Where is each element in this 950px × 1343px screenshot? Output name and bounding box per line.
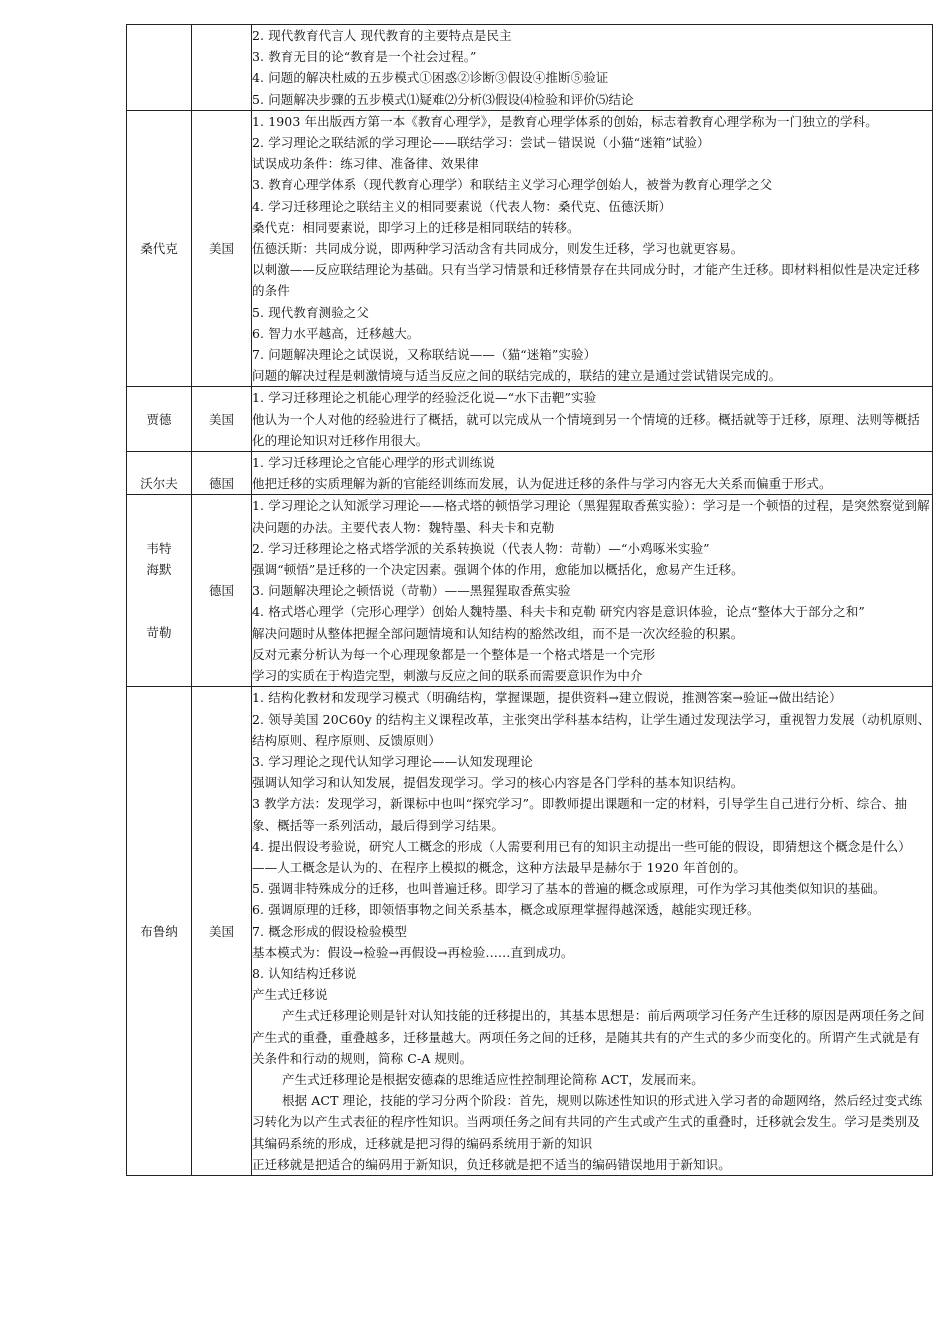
person-name: 韦特 — [146, 541, 172, 557]
content-line: 2. 现代教育代言人 现代教育的主要特点是民主 — [252, 28, 512, 43]
content-line: 问题的解决过程是刺激情境与适当反应之间的联结完成的，联结的建立是通过尝试错误完成的。 — [252, 368, 782, 384]
person-name: 贾德 — [127, 387, 192, 452]
content-line: 基本模式为：假设→检验→再假设→再检验……直到成功。 — [252, 944, 574, 960]
content-line: 6. 强调原理的迁移，即领悟事物之间关系基本，概念或原理掌握得越深透，越能实现迁移。 — [252, 902, 760, 918]
content-line: 2. 学习理论之联结派的学习理论——联结学习：尝试－错误说（小猫“迷箱”试验） — [252, 135, 710, 151]
content-line: 强调认知学习和认知发展，提倡发现学习。学习的核心内容是各门学科的基本知识结构。 — [252, 775, 744, 791]
person-name: 桑代克 — [127, 110, 192, 387]
content-cell — [252, 452, 933, 495]
table-row-thorndike — [127, 110, 933, 387]
content-paragraph: 产生式迁移理论是根据安德森的思维适应性控制理论简称 ACT，发展而来。 — [282, 1071, 704, 1087]
content-line: 桑代克：相同要素说，即学习上的迁移是相同联结的转移。 — [252, 219, 580, 235]
content-line: 他认为一个人对他的经验进行了概括，就可以完成从一个情境到另一个情境的迁移。概括就等于迁移，原理、法则等概括化的理论知识对迁移作用很大。 — [252, 411, 920, 448]
country-name: 美国 — [192, 387, 252, 452]
country-cell — [192, 25, 252, 111]
content-line: 强调“顿悟”是迁移的一个决定因素。强调个体的作用，愈能加以概括化，愈易产生迁移。 — [252, 562, 744, 578]
content-line: 以刺激——反应联结理论为基础。只有当学习情景和迁移情景存在共同成分时，才能产生迁移。即材料相似性是决定迁移的条件 — [252, 262, 920, 299]
table-row-gestalt — [127, 495, 933, 687]
person-cell — [127, 25, 192, 111]
content-line: 1. 学习迁移理论之机能心理学的经验泛化说—“水下击靶”实验 — [252, 390, 597, 406]
country-name: 德国 — [192, 495, 252, 687]
content-line: 3. 学习理论之现代认知学习理论——认知发现理论 — [252, 753, 533, 769]
content-line: 6. 智力水平越高，迁移越大。 — [252, 325, 420, 341]
content-cell — [252, 687, 933, 1176]
content-line: 3 教学方法：发现学习，新课标中也叫“探究学习”。即教师提出课题和一定的材料，引导学生自己进行分析、综合、抽象、概括等一系列活动，最后得到学习结果。 — [252, 796, 908, 833]
content-line: 1. 学习理论之认知派学习理论——格式塔的顿悟学习理论（黑猩猩取香蕉实验）：学习是一个顿悟的过程，是突然察觉到解决问题的办法。主要代表人物：魏特墨、科夫卡和克勒 — [252, 498, 930, 535]
spacer — [127, 580, 191, 622]
country-name: 德国 — [192, 452, 252, 495]
content-line: 5. 现代教育测验之父 — [252, 304, 369, 320]
content-line: 试误成功条件：练习律、准备律、效果律 — [252, 156, 479, 172]
country-name: 美国 — [192, 687, 252, 1176]
content-line: 1. 1903 年出版西方第一本《教育心理学》，是教育心理学体系的创始，标志着教育心理学称为一门独立的学科。 — [252, 113, 878, 129]
content-line: 4. 格式塔心理学（完形心理学）创始人魏特墨、科夫卡和克勒 研究内容是意识体验，论点“整体大于部分之和” — [252, 604, 865, 620]
content-table — [126, 24, 933, 1176]
content-line: 1. 学习迁移理论之官能心理学的形式训练说 — [252, 455, 496, 471]
content-cell — [252, 110, 933, 387]
table-row-wolff — [127, 452, 933, 495]
content-line: 3. 教育心理学体系（现代教育心理学）和联结主义学习心理学创始人，被誉为教育心理学之父 — [252, 177, 773, 193]
content-line: 伍德沃斯：共同成分说，即两种学习活动含有共同成分，则发生迁移，学习也就更容易。 — [252, 241, 744, 257]
content-line: 解决问题时从整体把握全部问题情境和认知结构的豁然改组，而不是一次次经验的积累。 — [252, 625, 744, 641]
content-line: 8. 认知结构迁移说 — [252, 965, 357, 981]
table-row-bruner — [127, 687, 933, 1176]
content-line: 反对元素分析认为每一个心理现象都是一个整体是一个格式塔是一个完形 — [252, 646, 656, 662]
content-line: 学习的实质在于构造完型，刺激与反应之间的联系而需要意识作为中介 — [252, 668, 643, 684]
country-name: 美国 — [192, 110, 252, 387]
content-line: 5. 强调非特殊成分的迁移，也叫普遍迁移。即学习了基本的普遍的概念或原理，可作为学习其他类似知识的基础。 — [252, 881, 886, 897]
person-name: 沃尔夫 — [127, 452, 192, 495]
content-line: 3. 教育无目的论“教育是一个社会过程。” — [252, 49, 477, 65]
content-line: 5. 问题解决步骤的五步模式⑴疑难⑵分析⑶假设⑷检验和评价⑸结论 — [252, 91, 634, 107]
person-cell — [127, 495, 192, 687]
content-line: 2. 领导美国 20C60y 的结构主义课程改革，主张突出学科基本结构，让学生通过发现法学习，重视智力发展（动机原则、结构原则、程序原则、反馈原则） — [252, 711, 931, 748]
content-line: 7. 概念形成的假设检验模型 — [252, 923, 407, 939]
content-line: 2. 学习迁移理论之格式塔学派的关系转换说（代表人物：苛勒）—“小鸡啄米实验” — [252, 540, 710, 556]
content-line: 他把迁移的实质理解为新的官能经训练而发展，认为促进迁移的条件与学习内容无大关系而偏重于形式。 — [252, 476, 832, 492]
content-line: 正迁移就是把适合的编码用于新知识，负迁移就是把不适当的编码错误地用于新知识。 — [252, 1156, 731, 1172]
content-line: 1. 结构化教材和发现学习模式（明确结构，掌握课题，提供资料→建立假说，推测答案→验证→做出结论） — [252, 690, 842, 706]
content-line: 4. 问题的解决杜威的五步模式①困惑②诊断③假设④推断⑤验证 — [252, 70, 609, 86]
content-line: 4. 学习迁移理论之联结主义的相同要素说（代表人物：桑代克、伍德沃斯） — [252, 198, 672, 214]
content-paragraph: 产生式迁移理论则是针对认知技能的迁移提出的，其基本思想是：前后两项学习任务产生迁移的原因是两项任务之间产生式的重叠，重叠越多，迁移量越大。两项任务之间的迁移，是随其共有的产生式的多少而变化的。所谓产生式就是有关条件和行动的规则，简称 C-A 规则。 — [252, 1008, 925, 1066]
content-cell — [252, 25, 933, 111]
content-line: 产生式迁移说 — [252, 987, 328, 1003]
content-line: 3. 问题解决理论之顿悟说（苛勒）——黑猩猩取香蕉实验 — [252, 583, 571, 599]
table-row-dewey-continued — [127, 25, 933, 111]
content-cell — [252, 387, 933, 452]
content-paragraph: 根据 ACT 理论，技能的学习分两个阶段：首先，规则以陈述性知识的形式进入学习者的命题网络，然后经过变式练习转化为以产生式表征的程序性知识。当两项任务之间有共同的产生式或产生式的重叠时，迁移就会发生。学习是类别及其编码系统的形成，迁移就是把习得的编码系统用于新的知识 — [252, 1093, 923, 1151]
content-cell — [252, 495, 933, 687]
person-name: 布鲁纳 — [127, 687, 192, 1176]
person-names — [127, 538, 191, 644]
content-line: 4. 提出假设考验说，研究人工概念的形成（人需要利用已有的知识主动提出一些可能的假设，即猜想这个概念是什么）——人工概念是认为的、在程序上模拟的概念，这种方法最早是赫尔于 1920 年首创的。 — [252, 838, 911, 875]
person-name: 海默 — [146, 562, 172, 578]
person-name: 苛勒 — [146, 625, 172, 641]
table-row-judd — [127, 387, 933, 452]
content-line: 7. 问题解决理论之试误说，又称联结说——（猫“迷箱”实验） — [252, 347, 597, 363]
